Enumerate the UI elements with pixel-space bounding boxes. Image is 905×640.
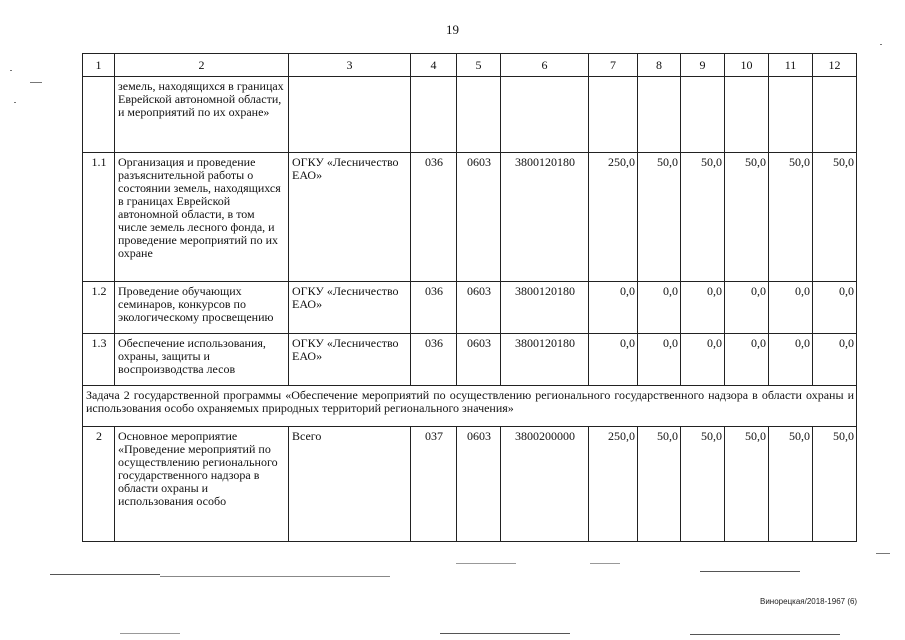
table-cell-col-4: 036 bbox=[411, 334, 457, 386]
table-cell-col-8 bbox=[638, 77, 681, 153]
table-cell-col-9: 0,0 bbox=[681, 334, 725, 386]
scan-artifact bbox=[10, 70, 12, 71]
task-title: Задача 2 государственной программы «Обеспечение мероприятий по осуществлению регионального государственного надзора в области охраны и использования особо охраняемых природных территорий регионального значения» bbox=[83, 386, 857, 427]
table-cell-col-8: 0,0 bbox=[638, 282, 681, 334]
table-cell-col-11: 50,0 bbox=[769, 153, 813, 282]
header-col-8: 8 bbox=[638, 54, 681, 77]
table-row bbox=[83, 153, 857, 282]
header-col-6: 6 bbox=[501, 54, 589, 77]
header-col-3: 3 bbox=[289, 54, 411, 77]
table-cell-col-6: 3800120180 bbox=[501, 153, 589, 282]
scan-artifact bbox=[14, 102, 16, 103]
scan-artifact bbox=[880, 44, 882, 45]
table-header-row bbox=[83, 54, 857, 77]
table-row bbox=[83, 334, 857, 386]
table-cell-col-6 bbox=[501, 77, 589, 153]
header-col-11: 11 bbox=[769, 54, 813, 77]
table-row bbox=[83, 282, 857, 334]
table-cell-col-10: 50,0 bbox=[725, 153, 769, 282]
scan-artifact bbox=[160, 576, 390, 577]
header-col-10: 10 bbox=[725, 54, 769, 77]
table-cell-col-7: 250,0 bbox=[589, 427, 638, 542]
header-col-7: 7 bbox=[589, 54, 638, 77]
table-cell-col-5: 0603 bbox=[457, 153, 501, 282]
table-cell-col-9 bbox=[681, 77, 725, 153]
header-col-2: 2 bbox=[115, 54, 289, 77]
table-cell-col-12: 50,0 bbox=[813, 427, 857, 542]
document-code: Винорецкая/2018-1967 (6) bbox=[760, 597, 858, 606]
table-cell-col-5 bbox=[457, 77, 501, 153]
header-col-4: 4 bbox=[411, 54, 457, 77]
table-cell-col-4: 036 bbox=[411, 282, 457, 334]
table-cell-col-1 bbox=[83, 77, 115, 153]
table-cell-col-12: 0,0 bbox=[813, 282, 857, 334]
scan-artifact bbox=[876, 553, 890, 554]
table-cell-col-11: 0,0 bbox=[769, 282, 813, 334]
table-cell-col-3: ОГКУ «Лесничество ЕАО» bbox=[289, 153, 411, 282]
table-cell-col-1: 1.2 bbox=[83, 282, 115, 334]
table-cell-col-11: 0,0 bbox=[769, 334, 813, 386]
table-cell-col-5: 0603 bbox=[457, 427, 501, 542]
scan-artifact bbox=[690, 634, 840, 635]
table-cell-col-7: 0,0 bbox=[589, 334, 638, 386]
scan-artifact bbox=[120, 633, 180, 634]
table-cell-col-1: 2 bbox=[83, 427, 115, 542]
table-cell-col-12 bbox=[813, 77, 857, 153]
scan-artifact bbox=[440, 633, 570, 634]
scan-artifact bbox=[50, 574, 160, 575]
table-cell-col-3: ОГКУ «Лесничество ЕАО» bbox=[289, 334, 411, 386]
scan-artifact bbox=[700, 571, 800, 572]
table-cell-col-8: 0,0 bbox=[638, 334, 681, 386]
table-cell-col-12: 0,0 bbox=[813, 334, 857, 386]
header-col-12: 12 bbox=[813, 54, 857, 77]
table-cell-col-4: 036 bbox=[411, 153, 457, 282]
table-row bbox=[83, 427, 857, 542]
header-col-9: 9 bbox=[681, 54, 725, 77]
scan-artifact bbox=[30, 82, 42, 83]
table-cell-col-9: 50,0 bbox=[681, 427, 725, 542]
scan-artifact bbox=[590, 563, 620, 564]
table-cell-col-3 bbox=[289, 77, 411, 153]
table-cell-col-3: ОГКУ «Лесничество ЕАО» bbox=[289, 282, 411, 334]
table-cell-col-12: 50,0 bbox=[813, 153, 857, 282]
table-cell-col-7: 250,0 bbox=[589, 153, 638, 282]
table-row bbox=[83, 77, 857, 153]
budget-table bbox=[82, 53, 857, 542]
table-cell-col-4 bbox=[411, 77, 457, 153]
table-cell-col-2: Проведение обучающих семинаров, конкурсов по экологическому просвещению bbox=[115, 282, 289, 334]
table-cell-col-3: Всего bbox=[289, 427, 411, 542]
table-cell-col-4: 037 bbox=[411, 427, 457, 542]
page-number: 19 bbox=[446, 22, 459, 37]
table-cell-col-11 bbox=[769, 77, 813, 153]
task-row bbox=[83, 386, 857, 427]
table-cell-col-7: 0,0 bbox=[589, 282, 638, 334]
table-cell-col-10 bbox=[725, 77, 769, 153]
table-cell-col-7 bbox=[589, 77, 638, 153]
table-cell-col-5: 0603 bbox=[457, 282, 501, 334]
table-cell-col-2: земель, находящихся в границах Еврейской автономной области, и мероприятий по их охране» bbox=[115, 77, 289, 153]
table-cell-col-2: Организация и проведение разъяснительной работы о состоянии земель, находящихся в границах Еврейской автономной области, в том числе земель лесного фонда, и проведение мероприятий по их охране bbox=[115, 153, 289, 282]
table-cell-col-8: 50,0 bbox=[638, 153, 681, 282]
table-cell-col-9: 0,0 bbox=[681, 282, 725, 334]
table-cell-col-6: 3800200000 bbox=[501, 427, 589, 542]
table-cell-col-9: 50,0 bbox=[681, 153, 725, 282]
table-cell-col-5: 0603 bbox=[457, 334, 501, 386]
table-cell-col-10: 50,0 bbox=[725, 427, 769, 542]
table-cell-col-6: 3800120180 bbox=[501, 282, 589, 334]
header-col-5: 5 bbox=[457, 54, 501, 77]
table-cell-col-8: 50,0 bbox=[638, 427, 681, 542]
header-col-1: 1 bbox=[83, 54, 115, 77]
table-cell-col-10: 0,0 bbox=[725, 334, 769, 386]
table-cell-col-10: 0,0 bbox=[725, 282, 769, 334]
table-cell-col-1: 1.3 bbox=[83, 334, 115, 386]
table-cell-col-2: Обеспечение использования, охраны, защиты и воспроизводства лесов bbox=[115, 334, 289, 386]
scan-artifact bbox=[456, 563, 516, 564]
table-cell-col-1: 1.1 bbox=[83, 153, 115, 282]
table-cell-col-6: 3800120180 bbox=[501, 334, 589, 386]
table-cell-col-11: 50,0 bbox=[769, 427, 813, 542]
table-cell-col-2: Основное мероприятие «Проведение мероприятий по осуществлению регионального государственного надзора в области охраны и использования особо bbox=[115, 427, 289, 542]
